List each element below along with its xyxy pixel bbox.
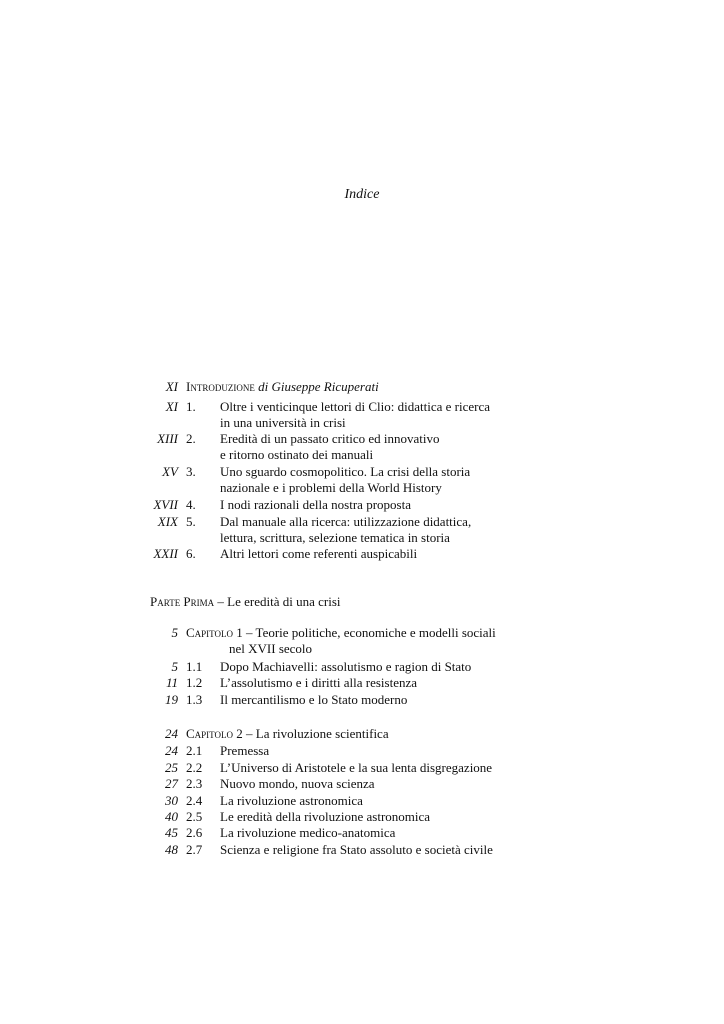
section-number: 1.2: [186, 675, 203, 690]
page-number: 45: [165, 825, 178, 840]
page-number: XI: [165, 379, 178, 394]
entry-title: Dal manuale alla ricerca: utilizzazione didattica,: [220, 514, 472, 529]
chapter-title: – La rivoluzione scientifica: [246, 726, 389, 741]
section-title: Dopo Machiavelli: assolutismo e ragion di Stato: [220, 659, 472, 674]
page-number: 24: [165, 726, 178, 741]
chapter-number: 2: [236, 726, 243, 741]
chapter-label: Capitolo: [186, 726, 234, 741]
section-number: 2.4: [186, 793, 203, 808]
entry-title: in una università in crisi: [220, 415, 346, 430]
entry-number: 4.: [186, 497, 196, 512]
chapter-title: – Teorie politiche, economiche e modelli sociali: [246, 625, 496, 640]
entry-number: 5.: [186, 514, 196, 529]
section-number: 2.2: [186, 760, 203, 775]
section-title: Le eredità della rivoluzione astronomica: [220, 809, 431, 824]
page-number: XVII: [153, 497, 178, 512]
page-number: 25: [165, 760, 178, 775]
page-number: 48: [165, 842, 178, 857]
section-number: 1.3: [186, 692, 203, 707]
entry-title: I nodi razionali della nostra proposta: [220, 497, 411, 512]
page-number: XIX: [157, 514, 178, 529]
section-title: Scienza e religione fra Stato assoluto e società civile: [220, 842, 493, 857]
page-number: 11: [165, 675, 178, 690]
section-number: 2.3: [186, 776, 203, 791]
section-title: Il mercantilismo e lo Stato moderno: [220, 692, 408, 707]
section-title: Nuovo mondo, nuova scienza: [220, 776, 375, 791]
page-number: XI: [165, 399, 178, 414]
page-number: 5: [171, 625, 178, 640]
section-number: 1.1: [186, 659, 203, 674]
page-number: XXII: [153, 546, 178, 561]
entry-title: nazionale e i problemi della World History: [220, 480, 442, 495]
chapter-number: 1: [236, 625, 243, 640]
entry-title: e ritorno ostinato dei manuali: [220, 447, 374, 462]
section-number: 2.1: [186, 743, 203, 758]
entry-title: Uno sguardo cosmopolitico. La crisi della storia: [220, 464, 471, 479]
chapter-label: Capitolo: [186, 625, 234, 640]
page-number: 24: [165, 743, 178, 758]
section-title: Premessa: [220, 743, 270, 758]
page-number: 40: [165, 809, 178, 824]
section-title: La rivoluzione medico-anatomica: [220, 825, 396, 840]
entry-number: 6.: [186, 546, 196, 561]
chapter-title: nel XVII secolo: [229, 641, 313, 656]
intro-by: di: [258, 379, 269, 394]
section-number: 2.5: [186, 809, 203, 824]
section-title: L’assolutismo e i diritti alla resistenza: [220, 675, 418, 690]
entry-number: 3.: [186, 464, 196, 479]
page-number: 30: [165, 793, 178, 808]
intro-heading-text: [186, 379, 379, 395]
intro-label: Introduzione: [186, 379, 255, 394]
part-heading-text: [150, 594, 341, 610]
part-label: Parte Prima: [150, 594, 215, 609]
page-number: 5: [171, 659, 178, 674]
section-number: 2.6: [186, 825, 203, 840]
entry-title: Oltre i venticinque lettori di Clio: didattica e ricerca: [220, 399, 491, 414]
page-title: Indice: [344, 187, 380, 202]
page-number: 19: [165, 692, 178, 707]
entry-title: Altri lettori come referenti auspicabili: [220, 546, 418, 561]
entry-title: Eredità di un passato critico ed innovativo: [220, 431, 440, 446]
section-title: L’Universo di Aristotele e la sua lenta disgregazione: [220, 760, 493, 775]
section-title: La rivoluzione astronomica: [220, 793, 363, 808]
page-number: XIII: [157, 431, 178, 446]
part-title: – Le eredità di una crisi: [217, 594, 341, 609]
section-number: 2.7: [186, 842, 203, 857]
chapter-heading-text: [186, 625, 496, 641]
intro-author: Giuseppe Ricuperati: [271, 379, 379, 394]
entry-title: lettura, scrittura, selezione tematica in storia: [220, 530, 450, 545]
chapter-heading-text: [186, 726, 389, 742]
page-number: 27: [165, 776, 178, 791]
entry-number: 2.: [186, 431, 196, 446]
page-number: XV: [162, 464, 178, 479]
entry-number: 1.: [186, 399, 196, 414]
